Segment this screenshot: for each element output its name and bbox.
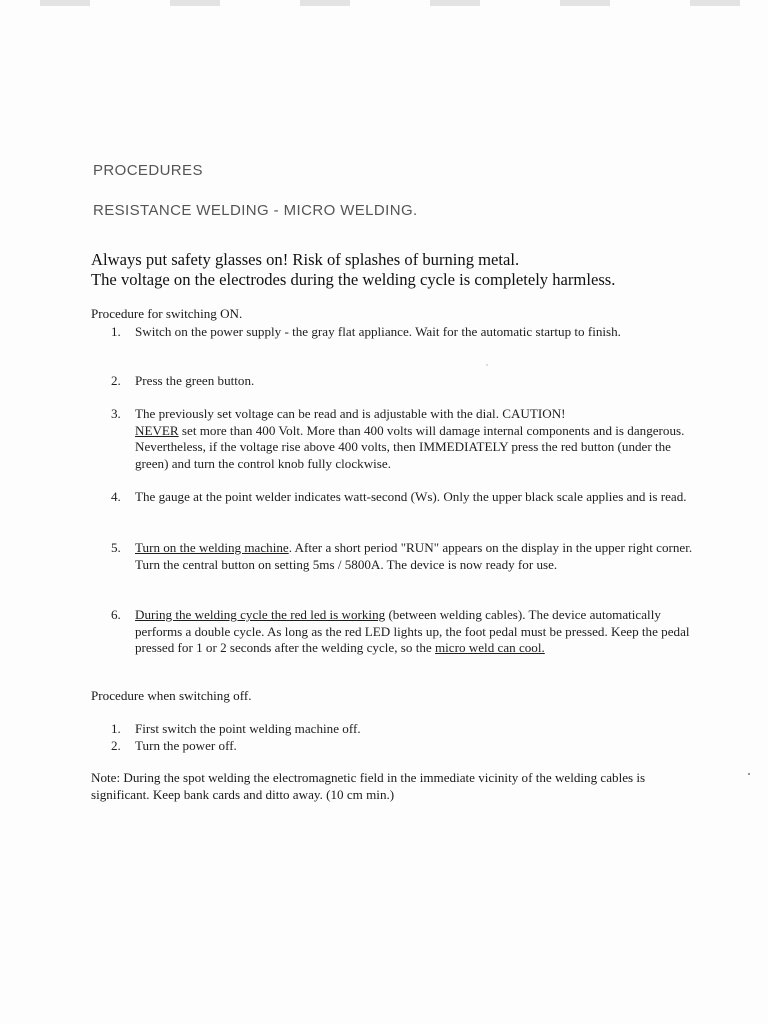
list-item-number: 1. (111, 324, 121, 339)
scan-speck (748, 773, 750, 775)
list-item-text: Press the green button. (135, 373, 255, 388)
list-item-text: Turn the power off. (135, 738, 237, 753)
note-paragraph: Note: During the spot welding the electromagnetic field in the immediate vicinity of the welding cables is significant. Keep bank cards and ditto away. (10 cm min.) (91, 770, 646, 802)
safety-warning-line1: Always put safety glasses on! Risk of splashes of burning metal. (91, 250, 520, 269)
switch-off-title: Procedure when switching off. (91, 688, 252, 703)
list-item-text (135, 607, 695, 657)
list-item-number: 3. (111, 406, 121, 421)
list-item-text-part: The previously set voltage can be read and is adjustable with the dial. CAUTION! (135, 406, 566, 421)
scan-speck (486, 364, 488, 366)
list-item-number: 4. (111, 489, 121, 504)
heading-procedures: PROCEDURES (93, 162, 203, 179)
safety-warning (91, 250, 615, 290)
list-item-text-part: (between welding cables). The device automatically performs a double cycle. As long as the red LED lights up, the foot pedal must be pressed. Keep the pedal pressed for 1 or 2 seconds after the welding cycle, so the (135, 607, 690, 655)
list-item-number: 5. (111, 540, 121, 555)
list-item-text: The gauge at the point welder indicates watt-second (Ws). Only the upper black scale applies and is read. (135, 489, 687, 504)
list-item-text (135, 540, 695, 573)
list-item-number: 1. (111, 721, 121, 736)
list-item-text-part: . After a short period "RUN" appears on the display in the upper right corner. Turn the central button on setting 5ms / 5800A. The device is now ready for use. (135, 540, 693, 572)
list-item-number: 2. (111, 373, 121, 388)
list-item-text: Switch on the power supply - the gray flat appliance. Wait for the automatic startup to finish. (135, 324, 621, 339)
never-emphasis: NEVER (135, 422, 179, 438)
underlined-phrase: During the welding cycle the red led is working (135, 607, 386, 622)
list-item-text-part: set more than 400 Volt. More than 400 volts will damage internal components and is dangerous. Nevertheless, if the voltage rise above 400 volts, then IMMEDIATELY press the red button (under the green) and turn the control knob fully clockwise. (135, 422, 685, 471)
list-item-text: First switch the point welding machine off. (135, 721, 361, 736)
underlined-phrase: Turn on the welding machine (135, 540, 289, 555)
switch-on-title: Procedure for switching ON. (91, 306, 243, 321)
list-item-number: 6. (111, 607, 121, 622)
list-item-number: 2. (111, 738, 121, 753)
underlined-phrase: micro weld can cool. (434, 640, 545, 655)
safety-warning-line2: The voltage on the electrodes during the welding cycle is completely harmless. (91, 270, 616, 289)
list-item-text (135, 406, 695, 472)
heading-subtitle: RESISTANCE WELDING - MICRO WELDING. (93, 202, 418, 219)
